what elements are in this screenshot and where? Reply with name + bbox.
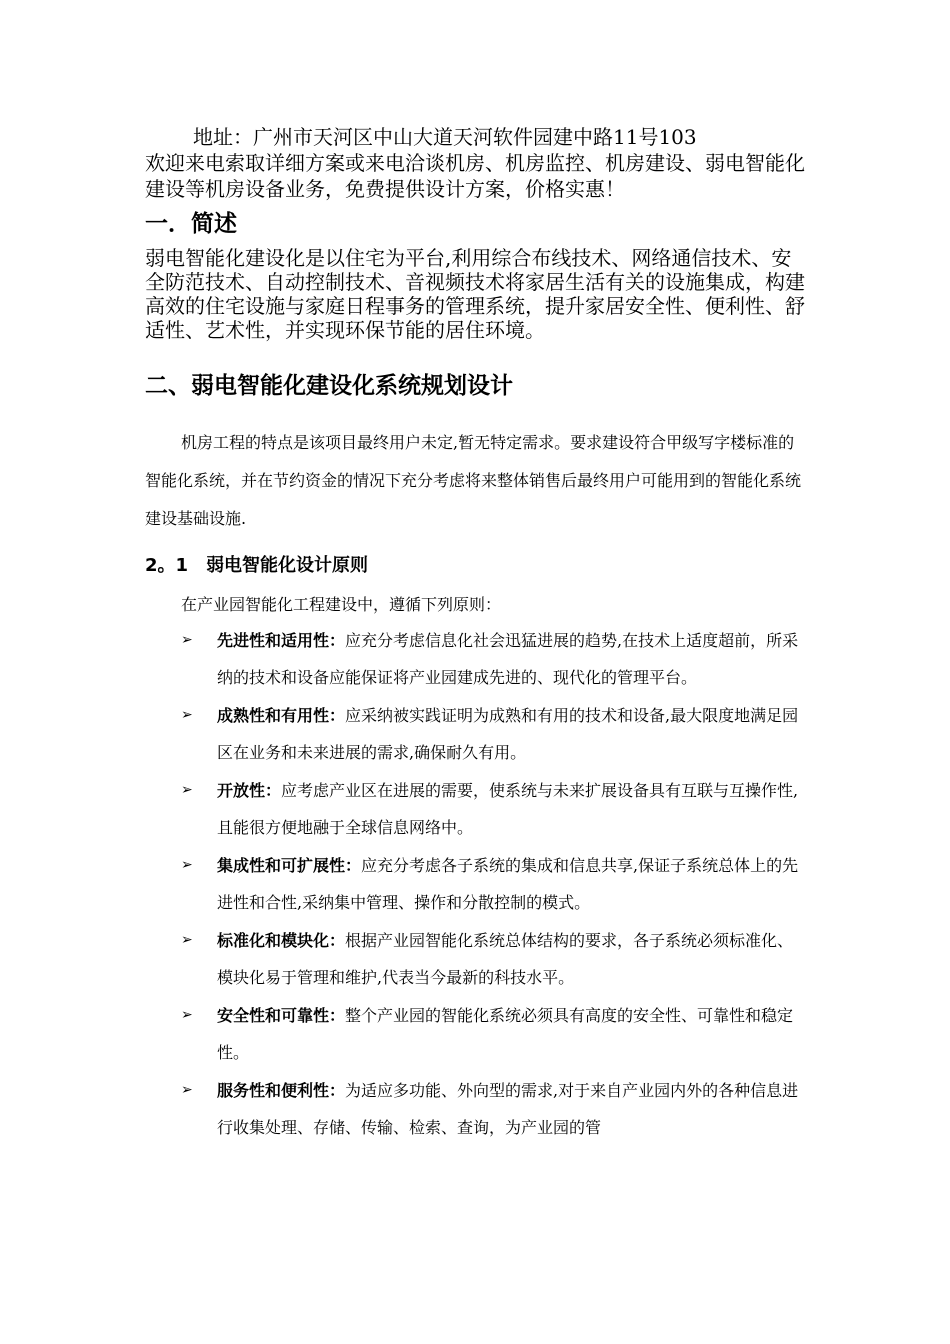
section-2-text: 机房工程的特点是该项目最终用户未定,暂无特定需求。要求建设符合甲级写字楼标准的智能化系统，并在节约资金的情况下充分考虑将来整体销售后最终用户可能用到的智能化系统建设基础设施.: [145, 433, 802, 528]
principles-list: [145, 622, 805, 1146]
arrowhead-bullet-icon: ➢: [181, 632, 193, 648]
list-item: [145, 997, 805, 1071]
principle-term: 开放性：: [217, 781, 282, 800]
contact-intro: [145, 124, 805, 202]
section-1-text: 弱电智能化建设化是以住宅为平台,利用综合布线技术、网络通信技术、安全防范技术、自动控制技术、音视频技术将家居生活有关的设施集成，构建高效的住宅设施与家庭日程事务的管理系统，提升家居安全性、便利性、舒适性、艺术性，并实现环保节能的居住环境。: [145, 246, 805, 342]
address-line: 地址：广州市天河区中山大道天河软件园建中路11号103: [193, 125, 697, 149]
list-item: [145, 697, 805, 771]
principle-term: 标准化和模块化：: [217, 931, 346, 950]
list-item: [145, 922, 805, 996]
arrowhead-bullet-icon: ➢: [181, 1082, 193, 1098]
arrowhead-bullet-icon: ➢: [181, 782, 193, 798]
subsection-heading: 弱电智能化设计原则: [206, 555, 369, 576]
section-2-title: 二、弱电智能化建设化系统规划设计: [145, 373, 513, 399]
principle-term: 集成性和可扩展性：: [217, 856, 362, 875]
principle-text: 整个产业园的智能化系统必须具有高度的安全性、可靠性和稳定性。: [217, 1006, 794, 1062]
arrowhead-bullet-icon: ➢: [181, 1007, 193, 1023]
principle-term: 安全性和可靠性：: [217, 1006, 346, 1025]
principle-text: 应考虑产业区在进展的需要，使系统与未来扩展设备具有互联与互操作性,且能很方便地融于全球信息网络中。: [217, 781, 799, 837]
principle-text: 根据产业园智能化系统总体结构的要求，各子系统必须标准化、模块化易于管理和维护,代表当今最新的科技水平。: [217, 931, 794, 987]
principle-text: 应充分考虑各子系统的集成和信息共享,保证子系统总体上的先进性和合性,采纳集中管理、操作和分散控制的模式。: [217, 856, 799, 912]
welcome-line: 欢迎来电索取详细方案或来电洽谈机房、机房监控、机房建设、弱电智能化建设等机房设备业务，免费提供设计方案，价格实惠！: [145, 151, 805, 201]
list-item: [145, 622, 805, 696]
principle-text: 应充分考虑信息化社会迅猛进展的趋势,在技术上适度超前，所采纳的技术和设备应能保证将产业园建成先进的、现代化的管理平台。: [217, 631, 799, 687]
arrowhead-bullet-icon: ➢: [181, 857, 193, 873]
section-1-title: 一．简述: [145, 211, 237, 237]
principle-term: 成熟性和有用性：: [217, 706, 346, 725]
principle-term: 先进性和适用性：: [217, 631, 346, 650]
subsection-number: 2。1: [145, 555, 189, 576]
principles-lead: 在产业园智能化工程建设中，遵循下列原则：: [181, 595, 502, 614]
principle-text: 应采纳被实践证明为成熟和有用的技术和设备,最大限度地满足园区在业务和未来进展的需求,确保耐久有用。: [217, 706, 799, 762]
list-item: [145, 1072, 805, 1146]
document-page: [145, 124, 805, 1147]
list-item: [145, 772, 805, 846]
arrowhead-bullet-icon: ➢: [181, 932, 193, 948]
principle-text: 为适应多功能、外向型的需求,对于来自产业园内外的各种信息进行收集处理、存储、传输、检索、查询，为产业园的管: [217, 1081, 799, 1137]
arrowhead-bullet-icon: ➢: [181, 707, 193, 723]
principle-term: 服务性和便利性：: [217, 1081, 346, 1100]
list-item: [145, 847, 805, 921]
subsection-2-1-title: [145, 552, 805, 580]
